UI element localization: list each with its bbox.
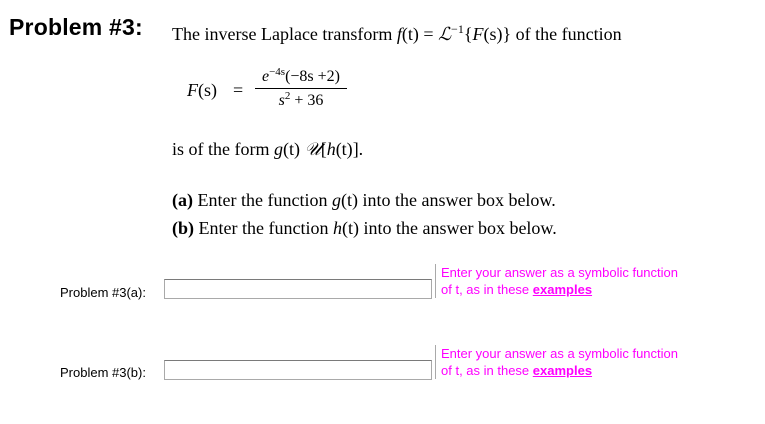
answer-b-hint-text: Enter your answer as a symbolic function of t, as in these [441,346,678,378]
form-paren-t2: (t) [335,139,353,159]
part-b-prefix: Enter the function [194,218,333,238]
part-b-instruction [172,218,557,239]
brace-close: } [502,24,512,44]
form-paren-t: (t) [282,139,300,159]
part-a-var: g [331,190,341,210]
statement-paren-s: (s) [483,24,503,44]
statement-F: F [472,24,484,44]
brace-open: { [463,24,473,44]
inverse-exponent: −1 [451,22,464,36]
problem-heading: Problem #3: [9,14,143,40]
answer-a-hint-text: Enter your answer as a symbolic function of t, as in these [441,265,678,297]
statement-suffix: of the function [511,24,622,44]
answer-b-label: Problem #3(b): [60,365,146,380]
part-a-suffix: into the answer box below. [357,190,556,210]
part-a-paren: (t) [340,190,358,210]
formula-lhs [187,80,217,101]
answer-a-hint [435,264,681,298]
formula-block [187,66,387,116]
denominator-rest: + 36 [290,92,324,109]
statement-f: f [396,24,402,44]
formula-denominator [253,90,349,110]
form-h: h [326,139,336,159]
formula-lhs-s: (s) [198,80,217,100]
part-a-instruction [172,190,556,211]
numerator-exponent: −4s [269,66,286,78]
answer-a-input[interactable] [164,279,432,299]
part-b-suffix: into the answer box below. [358,218,557,238]
answer-b-input[interactable] [164,360,432,380]
laplace-symbol: ℒ [438,24,452,44]
form-bracket-open: [ [320,139,327,159]
formula-lhs-F: F [187,80,198,100]
answer-b-hint [435,345,681,379]
numerator-rest: (−8s +2) [285,68,341,85]
statement-equals: = [418,24,439,44]
statement-prefix: The inverse Laplace transform [172,24,397,44]
part-b-paren: (t) [341,218,359,238]
part-a-tag: (a) [172,190,193,210]
fraction-bar [255,88,347,89]
form-g: g [273,139,283,159]
form-prefix: is of the form [172,139,274,159]
answer-b-examples-link[interactable]: examples [532,363,593,378]
part-b-tag: (b) [172,218,194,238]
form-line [172,139,363,160]
part-b-var: h [332,218,342,238]
formula-equals: = [233,80,244,100]
numerator-base: e [261,68,270,85]
heaviside-symbol: 𝒰 [299,139,321,159]
answer-a-label: Problem #3(a): [60,285,146,300]
statement-paren-t: (t) [401,24,419,44]
answer-a-examples-link[interactable]: examples [532,282,593,297]
formula-numerator [253,66,349,86]
problem-statement [172,22,622,45]
form-bracket-close: ]. [352,139,364,159]
part-a-prefix: Enter the function [193,190,332,210]
denominator-exponent: 2 [284,90,291,102]
denominator-base: s [278,92,285,109]
